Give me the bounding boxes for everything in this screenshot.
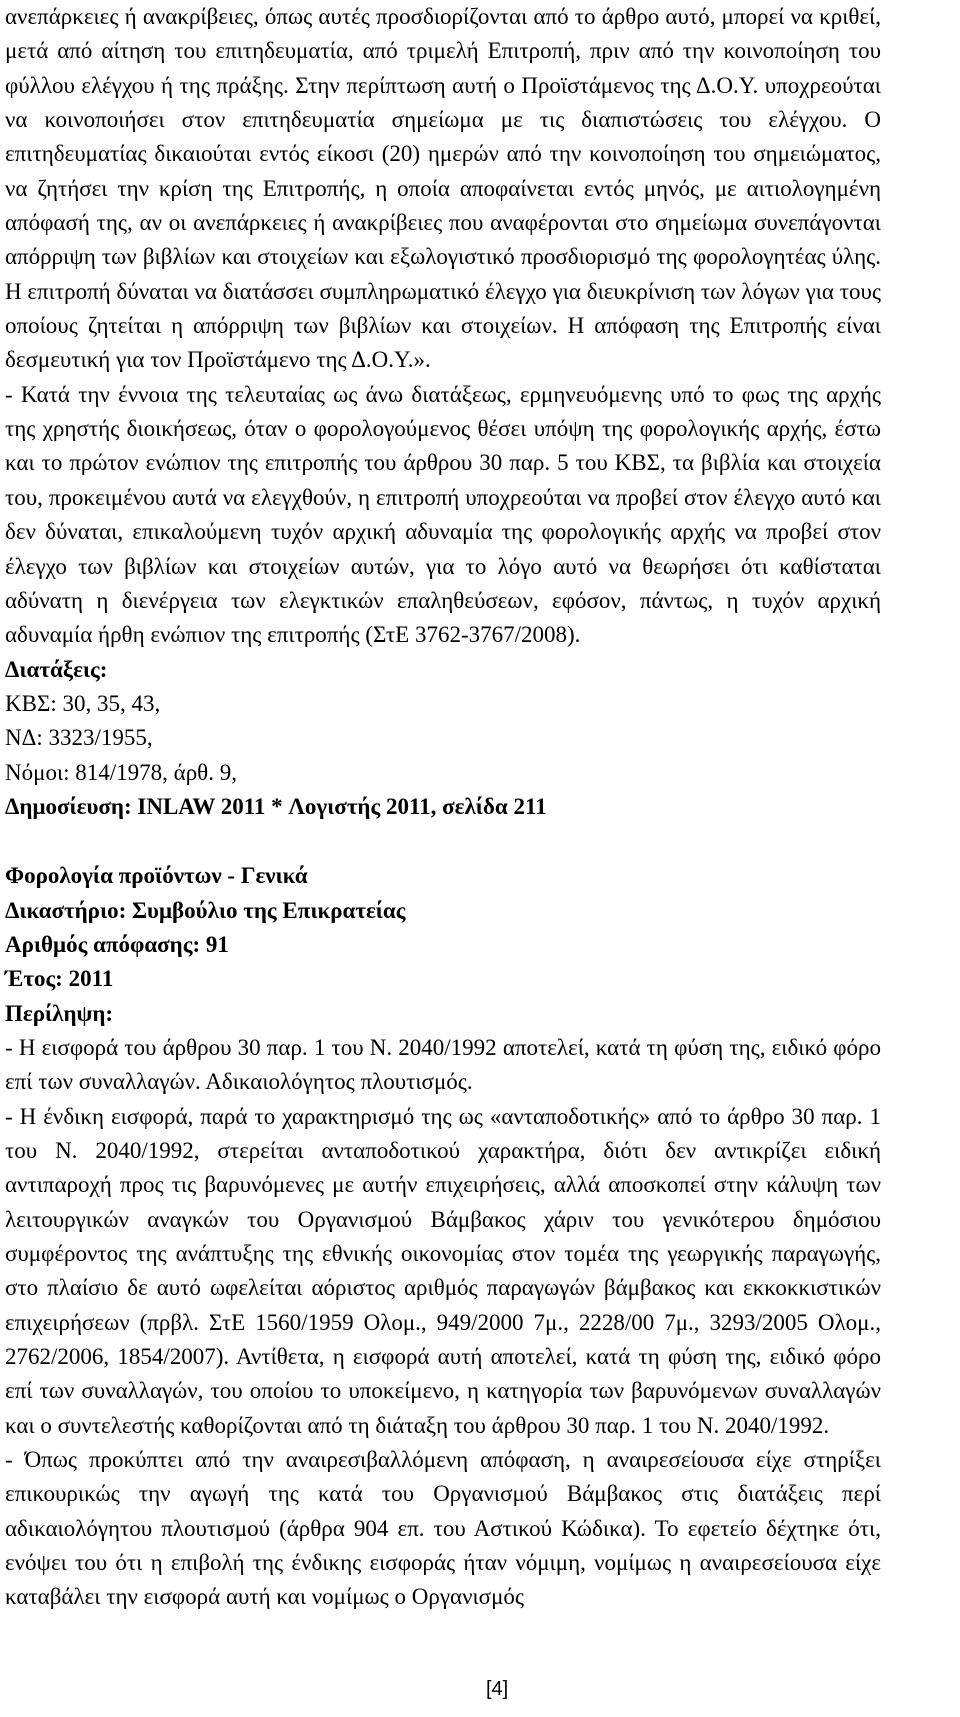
summary-paragraph: - Η εισφορά του άρθρου 30 παρ. 1 του Ν. 2040/1992 αποτελεί, κατά τη φύση της, ειδικό φόρο επί των συναλλαγών. Αδικαιολόγητος πλουτισμός.	[5, 1034, 881, 1095]
section1-intro-paragraph: ανεπάρκειες ή ανακρίβειες, όπως αυτές προσδιορίζονται από το άρθρο αυτό, μπορεί να κριθεί, μετά από αίτηση του επιτηδευματία, από τριμελή Επιτροπή, πριν από την κοινοποίηση του φύλλου ελέγχου ή της πράξης. Στην περίπτωση αυτή ο Προϊστάμενος της Δ.Ο.Υ. υποχρεούται να κοινοποιήσει στον επιτηδευματία σημείωμα με τις διαπιστώσεις του ελέγχου. Ο επιτηδευματίας δικαιούται εντός είκοσι (20) ημερών από την κοινοποίηση του σημειώματος, να ζητήσει την κρίση της Επιτροπής, η οποία αποφαίνεται εντός μηνός, με αιτιολογημένη απόφασή της, αν οι ανεπάρκειες ή ανακρίβειες που αναφέρονται στο σημείωμα συνεπάγονται απόρριψη των βιβλίων και στοιχείων και εξωλογιστικό προσδιορισμό της φορολογητέας ύλης. Η επιτροπή δύναται να διατάσσει συμπληρωματικό έλεγχο για διευκρίνιση των λόγων για τους οποίους ζητείται η απόρριψη των βιβλίων και στοιχείων. Η απόφαση της Επιτροπής είναι δεσμευτική για τον Προϊστάμενο της Δ.Ο.Υ.».	[5, 4, 881, 373]
year-line: Έτος: 2011	[5, 966, 114, 992]
summary-heading: Περίληψη:	[5, 1000, 114, 1026]
section-gap	[5, 824, 881, 859]
summary-paragraph: - Όπως προκύπτει από την αναιρεσιβαλλόμενη απόφαση, η αναιρεσείουσα είχε στηρίξει επικουρικώς την αγωγή της κατά του Οργανισμού Βάμβακος στις διατάξεις περί αδικαιολόγητου πλουτισμού (άρθρα 904 επ. του Αστικού Κώδικα). Το εφετείο δέχτηκε ότι, ενόψει του ότι η επιβολή της ένδικης εισφοράς ήταν νόμιμη, νομίμως η αναιρεσείουσα είχε καταβάλει την εισφορά αυτή και νομίμως ο Οργανισμός	[5, 1447, 881, 1610]
provision-item: ΚΒΣ: 30, 35, 43,	[5, 690, 161, 716]
court-line: Δικαστήριο: Συμβούλιο της Επικρατείας	[5, 897, 406, 923]
section2-title: Φορολογία προϊόντων - Γενικά	[5, 863, 308, 889]
page-number: [4]	[486, 1678, 509, 1700]
provision-item: ΝΔ: 3323/1955,	[5, 725, 153, 751]
section1-interpretation-paragraph: - Κατά την έννοια της τελευταίας ως άνω διατάξεως, ερμηνευόμενης υπό το φως της αρχής της χρηστής διοικήσεως, όταν ο φορολογούμενος θέσει υπόψη της φορολογικής αρχής, έστω και το πρώτον ενώπιον της επιτροπής του άρθρου 30 παρ. 5 του ΚΒΣ, τα βιβλία και στοιχεία του, προκειμένου αυτά να ελεγχθούν, η επιτροπή υποχρεούται να προβεί στον έλεγχο αυτό και δεν δύναται, επικαλούμενη τυχόν αρχική αδυναμία της φορολογικής αρχής να προβεί στον έλεγχο των βιβλίων και στοιχείων αυτών, για το λόγο αυτό να θεωρήσει ότι καθίσταται αδύνατη η διενέργεια των ελεγκτικών επαληθεύσεων, εφόσον, πάντως, η τυχόν αρχική αδυναμία ήρθη ενώπιον της επιτροπής (ΣτΕ 3762-3767/2008).	[5, 381, 881, 648]
provision-item: Νόμοι: 814/1978, άρθ. 9,	[5, 759, 237, 785]
decision-number-line: Αριθμός απόφασης: 91	[5, 931, 229, 957]
document-page	[5, 0, 881, 1615]
publication-line: Δημοσίευση: INLAW 2011 * Λογιστής 2011, σελίδα 211	[5, 793, 547, 819]
summary-paragraph: - Η ένδικη εισφορά, παρά το χαρακτηρισμό της ως «ανταποδοτικής» από το άρθρο 30 παρ. 1 του Ν. 2040/1992, στερείται ανταποδοτικού χαρακτήρα, διότι δεν αντικρίζει ειδική αντιπαροχή προς τις βαρυνόμενες με αυτήν επιχειρήσεις, αλλά αποσκοπεί στην κάλυψη των λειτουργικών αναγκών του Οργανισμού Βάμβακος χάριν του γενικότερου δημόσιου συμφέροντος της ανάπτυξης της εθνικής οικονομίας στον τομέα της γεωργικής παραγωγής, στο πλαίσιο δε αυτό ωφελείται αόριστος αριθμός παραγωγών βάμβακος και εκκοκκιστικών επιχειρήσεων (πρβλ. ΣτΕ 1560/1959 Ολομ., 949/2000 7μ., 2228/00 7μ., 3293/2005 Ολομ., 2762/2006, 1854/2007). Αντίθετα, η εισφορά αυτή αποτελεί, κατά τη φύση της, ειδικό φόρο επί των συναλλαγών, του οποίου το υποκείμενο, η κατηγορία των βαρυνόμενων συναλλαγών και ο συντελεστής καθορίζονται από τη διάταξη του άρθρου 30 παρ. 1 του Ν. 2040/1992.	[5, 1103, 881, 1438]
provisions-heading: Διατάξεις:	[5, 656, 108, 682]
